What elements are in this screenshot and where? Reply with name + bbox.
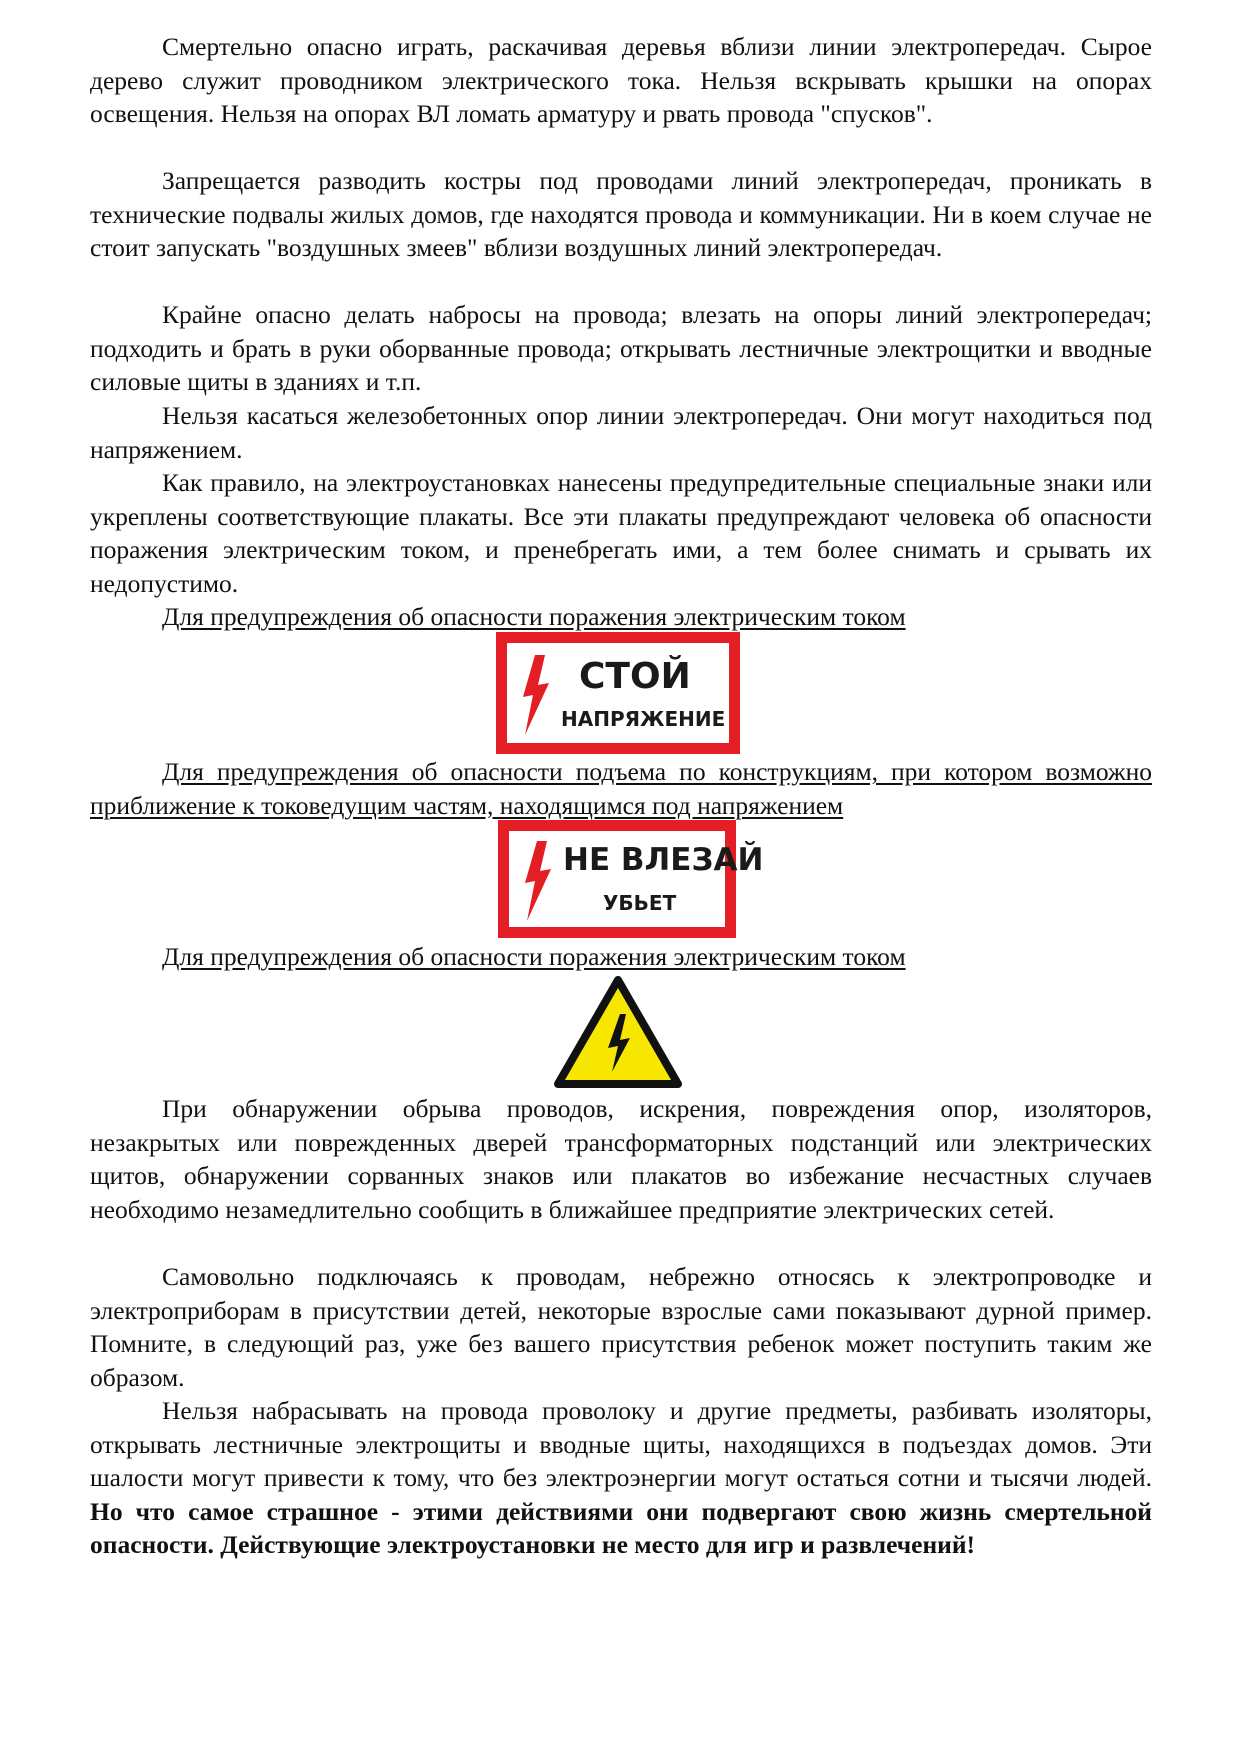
lightning-bolt-icon [521, 839, 555, 925]
caption-sign-stop: Для предупреждения об опасности поражения электрическим током [162, 602, 906, 631]
high-voltage-warning-triangle-icon [554, 976, 682, 1088]
paragraph-fires: Запрещается разводить костры под проводами линий электропередач, проникать в технические подвалы жилых домов, где находятся провода и коммуникации. Ни в коем случае не стоит запускать "воздушных змеев" вблизи воздушных линий электропередач. [90, 166, 1152, 262]
sign-no-climb-subtitle: УБЬЕТ [603, 891, 677, 915]
stop-voltage-sign [496, 632, 740, 754]
caption-warning-triangle: Для предупреждения об опасности поражения электрическим током [162, 942, 906, 971]
no-climb-sign [498, 820, 764, 938]
paragraph-posters: Как правило, на электроустановках нанесены предупредительные специальные знаки или укреплены соответствующие плакаты. Все эти плакаты предупреждают человека об опасности поражения электрическим током, и пренебрегать ими, а тем более снимать и срывать их недопустимо. [90, 468, 1152, 598]
paragraph-report-damage: При обнаружении обрыва проводов, искрения, повреждения опор, изоляторов, незакрытых или поврежденных дверей трансформаторных подстанций или электрических щитов, обнаружении сорванных знаков или плакатов во избежание несчастных случаев необходимо незамедлительно сообщить в ближайшее предприятие электрических сетей. [90, 1094, 1152, 1224]
sign-no-climb-title: НЕ ВЛЕЗАЙ [563, 842, 764, 878]
sign-stop-subtitle: НАПРЯЖЕНИЕ [561, 707, 726, 731]
paragraph-adults-example: Самовольно подключаясь к проводам, небрежно относясь к электропроводке и электроприборам в присутствии детей, некоторые взрослые сами показывают дурной пример. Помните, в следующий раз, уже без вашего присутствия ребенок может поступить таким же образом. [90, 1262, 1152, 1392]
caption-sign-no-climb: Для предупреждения об опасности подъема по конструкциям, при котором возможно приближение к токоведущим частям, находящимся под напряжением [90, 757, 1152, 820]
sign-stop-title: СТОЙ [579, 656, 691, 697]
paragraph-trees: Смертельно опасно играть, раскачивая деревья вблизи линии электропередач. Сырое дерево служит проводником электрического тока. Нельзя вскрывать крышки на опорах освещения. Нельзя на опорах ВЛ ломать арматуру и рвать провода "спусков". [90, 32, 1152, 128]
paragraph-vandalism-regular: Нельзя набрасывать на провода проволоку и другие предметы, разбивать изоляторы, открывать лестничные электрощиты и вводные щиты, находящихся в подъездах домов. Эти шалости могут привести к тому, что без электроэнергии могут остаться сотни и тысячи людей. [90, 1396, 1152, 1492]
paragraph-poles: Нельзя касаться железобетонных опор линии электропередач. Они могут находиться под напряжением. [90, 401, 1152, 464]
paragraph-vandalism [90, 1394, 1152, 1562]
paragraph-vandalism-bold: Но что самое страшное - этими действиями они подвергают свою жизнь смертельной опасности. Действующие электроустановки не место для игр и развлечений! [90, 1496, 1152, 1559]
paragraph-wires: Крайне опасно делать набросы на провода; влезать на опоры линий электропередач; подходить и брать в руки оборванные провода; открывать лестничные электрощитки и вводные силовые щиты в зданиях и т.п. [90, 300, 1152, 396]
lightning-bolt-icon [519, 653, 553, 739]
